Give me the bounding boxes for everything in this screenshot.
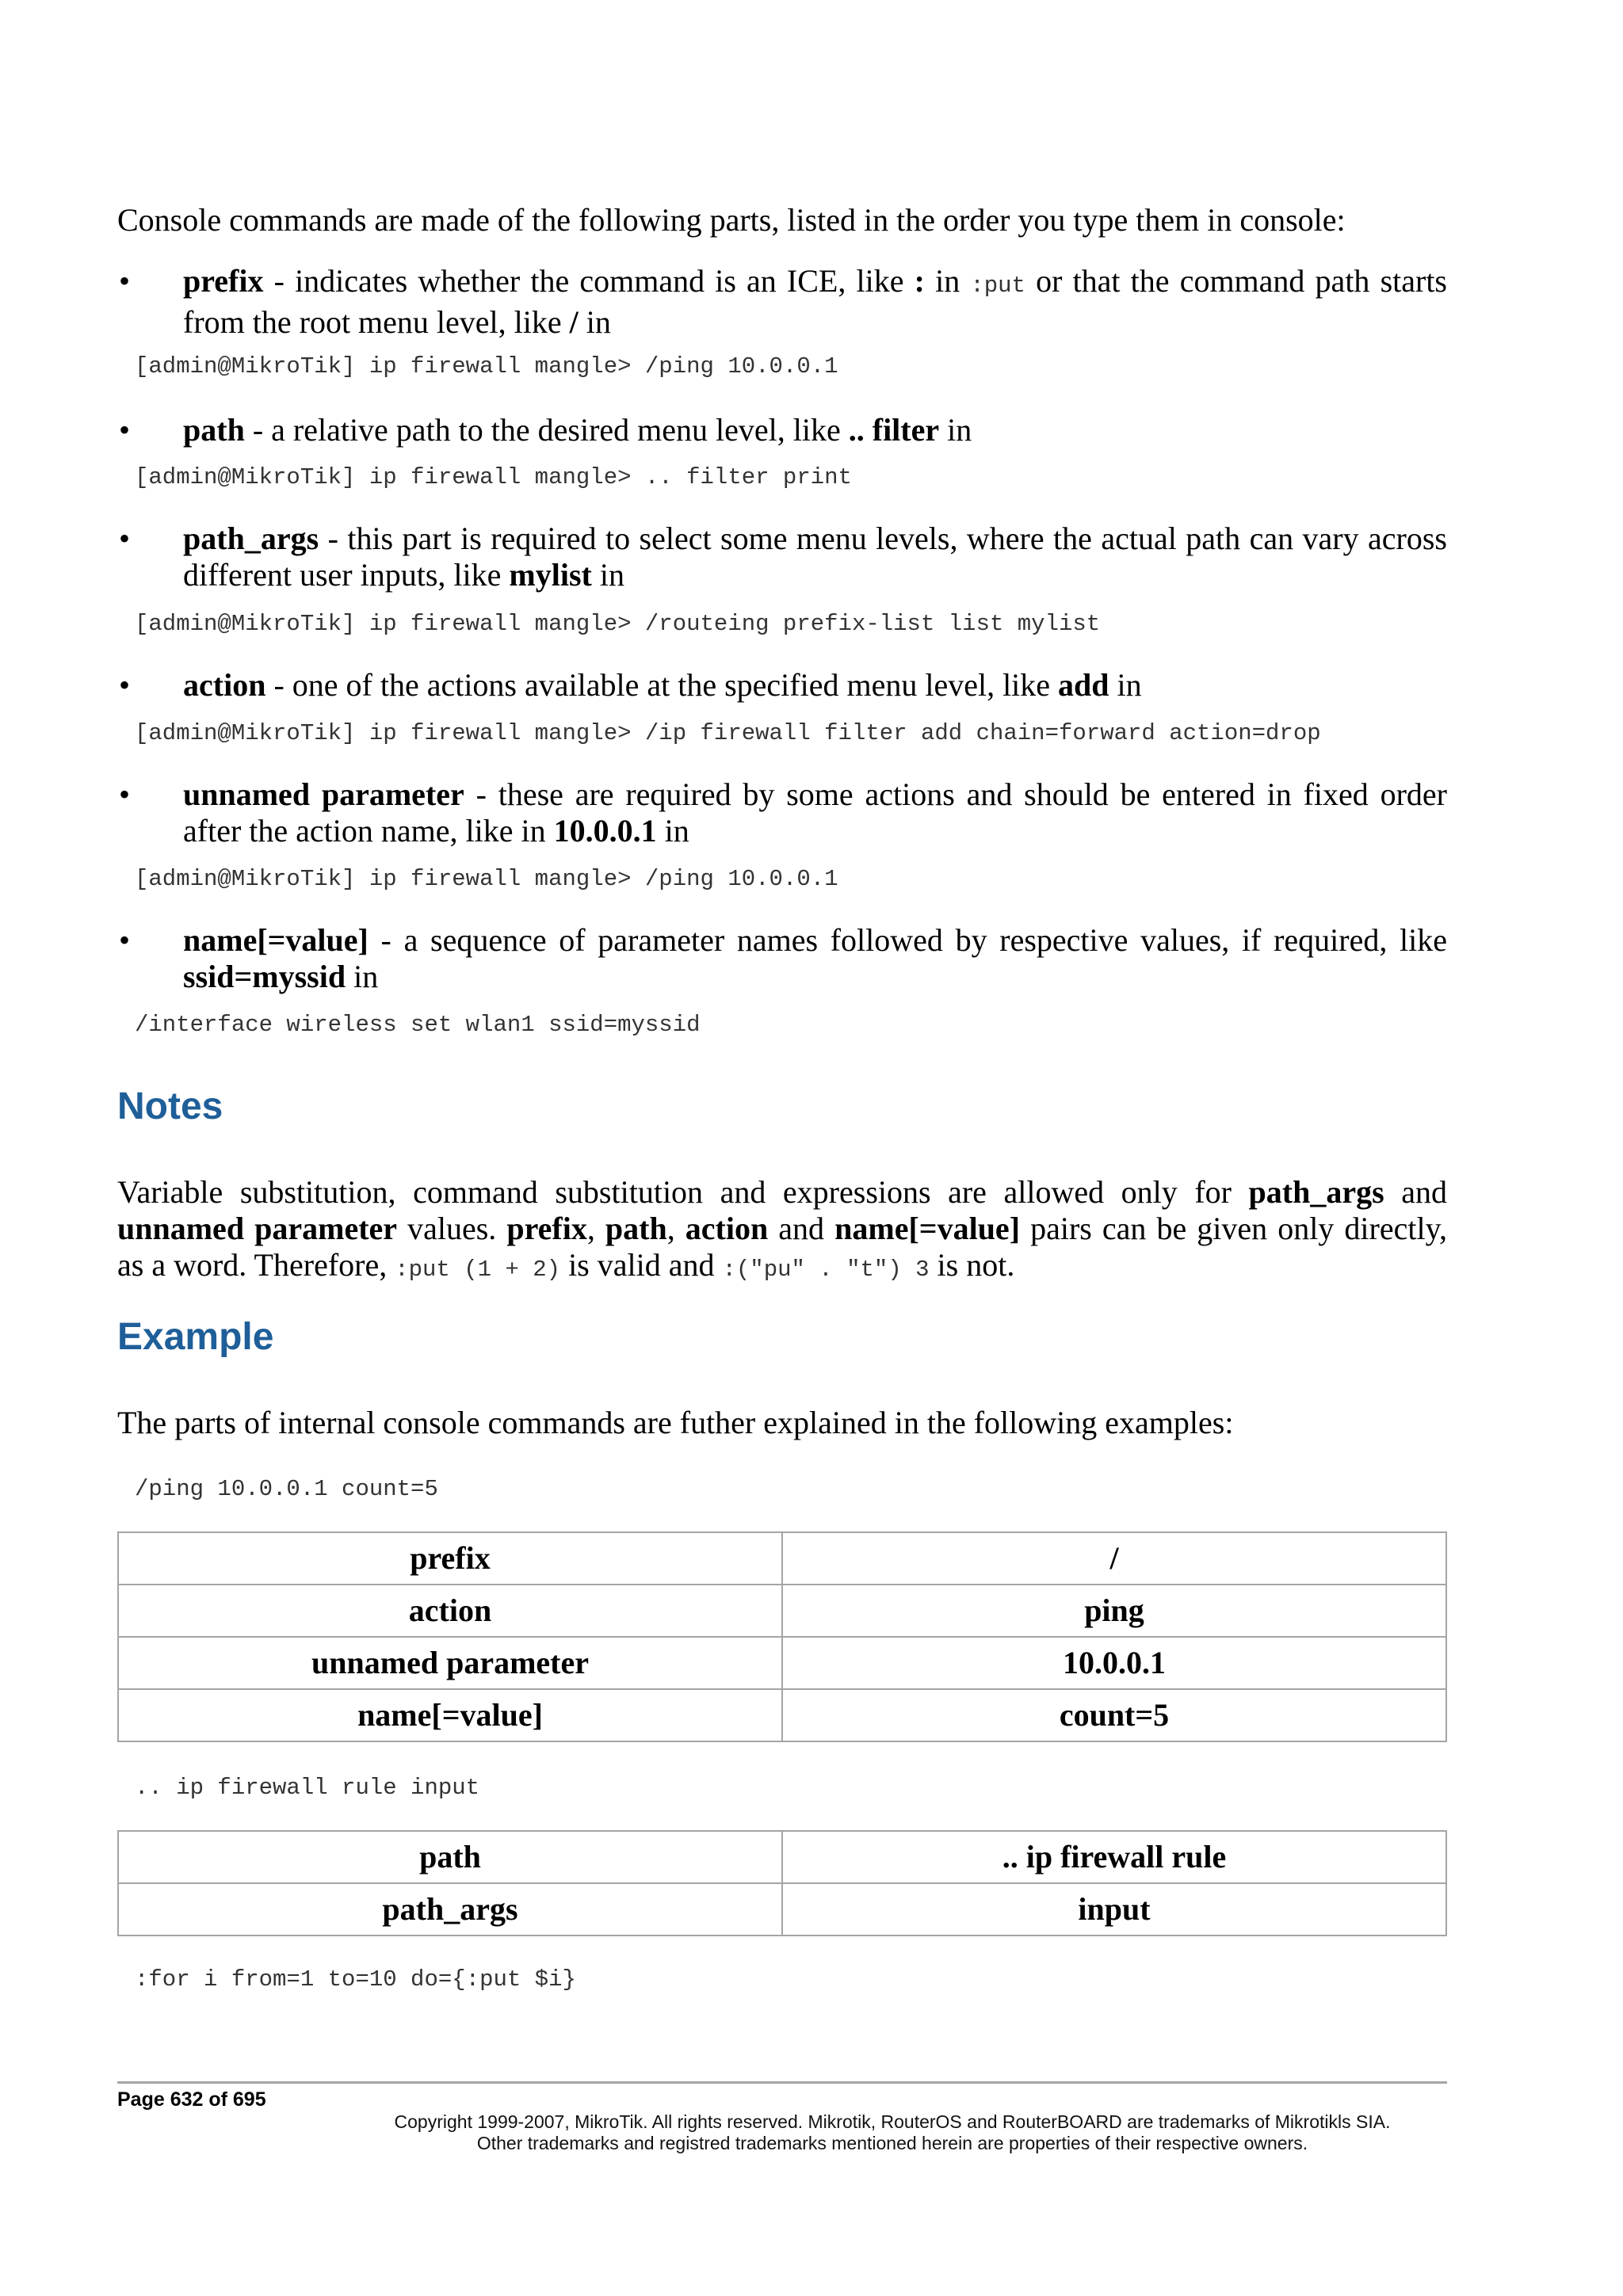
table-cell: path: [118, 1831, 782, 1883]
copyright-line-1: Copyright 1999-2007, MikroTik. All rights reserved. Mikrotik, RouterOS and RouterBOARD are trademarks of Mikrotikls SIA.: [394, 2111, 1391, 2132]
notes-heading: Notes: [117, 1085, 223, 1127]
bullet-text-span: - a sequence of parameter names followed by respective values, if required, like: [368, 922, 1447, 958]
term-prefix: prefix: [183, 263, 264, 299]
notes-text: ,: [586, 1211, 605, 1246]
notes-bold: path_args: [1248, 1174, 1384, 1210]
copyright-line-2: Other trademarks and registred trademarks mentioned herein are properties of their respective owners.: [476, 2133, 1308, 2153]
bullet-action-text: [183, 667, 1447, 704]
bullet-text-span: - these are required by some actions and should be entered in fixed order after the action name, like in: [183, 776, 1447, 849]
table-row: [118, 1532, 1446, 1585]
notes-text: and: [1384, 1174, 1447, 1210]
table-cell: .. ip firewall rule: [782, 1831, 1446, 1883]
code-example-name-value: /interface wireless set wlan1 ssid=myssid: [135, 1012, 701, 1038]
table-row: [118, 1831, 1446, 1883]
bullet-glyph: •: [119, 776, 131, 812]
table-row: [118, 1689, 1446, 1741]
inline-code: :put: [970, 273, 1025, 299]
bullet-unnamed-parameter-text: [183, 776, 1447, 849]
bullet-name-value-text: [183, 922, 1447, 995]
notes-bold: unnamed parameter: [117, 1211, 398, 1246]
notes-text: ,: [666, 1211, 685, 1246]
bullet-text-span: - a relative path to the desired menu level, like: [244, 412, 849, 448]
bullet-text-span: - one of the actions available at the specified menu level, like: [265, 667, 1059, 703]
parts-table-firewall: [117, 1830, 1447, 1936]
table-cell: name[=value]: [118, 1689, 782, 1741]
table-cell: /: [782, 1532, 1446, 1585]
bullet-glyph: •: [119, 412, 131, 448]
notes-text: values.: [397, 1211, 507, 1246]
bullet-glyph: •: [119, 263, 131, 299]
bullet-bold-span: add: [1058, 667, 1109, 703]
bullet-text-span: in: [939, 412, 972, 448]
bullet-text-span: - this part is required to select some menu levels, where the actual path can vary across different user inputs, like: [183, 521, 1447, 593]
bullet-text-span: in: [591, 557, 624, 593]
bullet-bold-span: 10.0.0.1: [553, 813, 657, 849]
code-example-unnamed-parameter: [admin@MikroTik] ip firewall mangle> /ping 10.0.0.1: [135, 866, 838, 892]
term-unnamed-parameter: unnamed parameter: [183, 776, 464, 812]
example-intro: The parts of internal console commands are futher explained in the following examples:: [117, 1405, 1234, 1440]
example-heading: Example: [117, 1316, 274, 1358]
intro-paragraph: [117, 202, 1346, 238]
table-cell: input: [782, 1883, 1446, 1936]
code-example-path: [admin@MikroTik] ip firewall mangle> .. filter print: [135, 464, 852, 490]
notes-paragraph: [117, 1174, 1447, 1288]
bullet-text-span: in: [578, 304, 611, 340]
notes-bold: name[=value]: [834, 1211, 1021, 1246]
footer-divider: [117, 2081, 1447, 2084]
table-cell: unnamed parameter: [118, 1637, 782, 1689]
parts-table-ping: [117, 1531, 1447, 1742]
bullet-path-text: [183, 412, 1447, 448]
bullet-bold-span: mylist: [509, 557, 592, 593]
notes-bold: action: [685, 1211, 769, 1246]
table-cell: ping: [782, 1585, 1446, 1637]
page-number: Page 632 of 695: [117, 2088, 266, 2111]
code-example-action: [admin@MikroTik] ip firewall mangle> /ip firewall filter add chain=forward action=drop: [135, 720, 1321, 746]
table-row: [118, 1883, 1446, 1936]
term-action: action: [183, 667, 266, 703]
bullet-glyph: •: [119, 521, 131, 556]
term-path: path: [183, 412, 245, 448]
notes-bold: prefix: [506, 1211, 587, 1246]
intro-text: Console commands are made of the following parts, listed in the order you type them in console:: [117, 202, 1346, 238]
table-cell: prefix: [118, 1532, 782, 1585]
bullet-text-span: in: [1109, 667, 1142, 703]
inline-code: :put (1 + 2): [395, 1257, 561, 1283]
bullet-text-span: in: [656, 813, 689, 849]
bullet-text-span: or that the command path starts from the root menu level, like: [183, 263, 1448, 340]
bullet-bold-span: ssid=myssid: [183, 959, 346, 994]
notes-bold: path: [605, 1211, 667, 1246]
code-example-for-loop: :for i from=1 to=10 do={:put $i}: [135, 1966, 576, 1993]
bullet-bold-span: :: [914, 263, 925, 299]
bullet-path-args-text: [183, 521, 1447, 593]
code-example-prefix: [admin@MikroTik] ip firewall mangle> /ping 10.0.0.1: [135, 353, 838, 379]
bullet-bold-span: /: [569, 304, 579, 340]
term-path-args: path_args: [183, 521, 319, 556]
code-example-ping: /ping 10.0.0.1 count=5: [135, 1476, 438, 1502]
table-row: [118, 1637, 1446, 1689]
table-cell: path_args: [118, 1883, 782, 1936]
notes-text: pairs can be given only directly, as a word. Therefore,: [117, 1211, 1448, 1283]
notes-text: Variable substitution, command substitution and expressions are allowed only for: [117, 1174, 1249, 1210]
code-example-path-args: [admin@MikroTik] ip firewall mangle> /routeing prefix-list list mylist: [135, 611, 1101, 637]
code-example-firewall: .. ip firewall rule input: [135, 1775, 480, 1801]
bullet-text-span: in: [924, 263, 971, 299]
term-name-value: name[=value]: [183, 922, 369, 958]
table-cell: action: [118, 1585, 782, 1637]
table-cell: 10.0.0.1: [782, 1637, 1446, 1689]
notes-text: and: [768, 1211, 835, 1246]
inline-code: :("pu" . "t") 3: [722, 1257, 930, 1283]
table-row: [118, 1585, 1446, 1637]
bullet-bold-span: .. filter: [848, 412, 940, 448]
bullet-prefix-text: [183, 263, 1447, 341]
bullet-text-span: - indicates whether the command is an ICE, like: [263, 263, 915, 299]
copyright-notice: [117, 2111, 1623, 2154]
bullet-text-span: in: [346, 959, 379, 994]
bullet-glyph: •: [119, 922, 131, 958]
table-cell: count=5: [782, 1689, 1446, 1741]
notes-text: is valid and: [560, 1247, 723, 1283]
bullet-glyph: •: [119, 667, 131, 703]
notes-text: is not.: [929, 1247, 1015, 1283]
